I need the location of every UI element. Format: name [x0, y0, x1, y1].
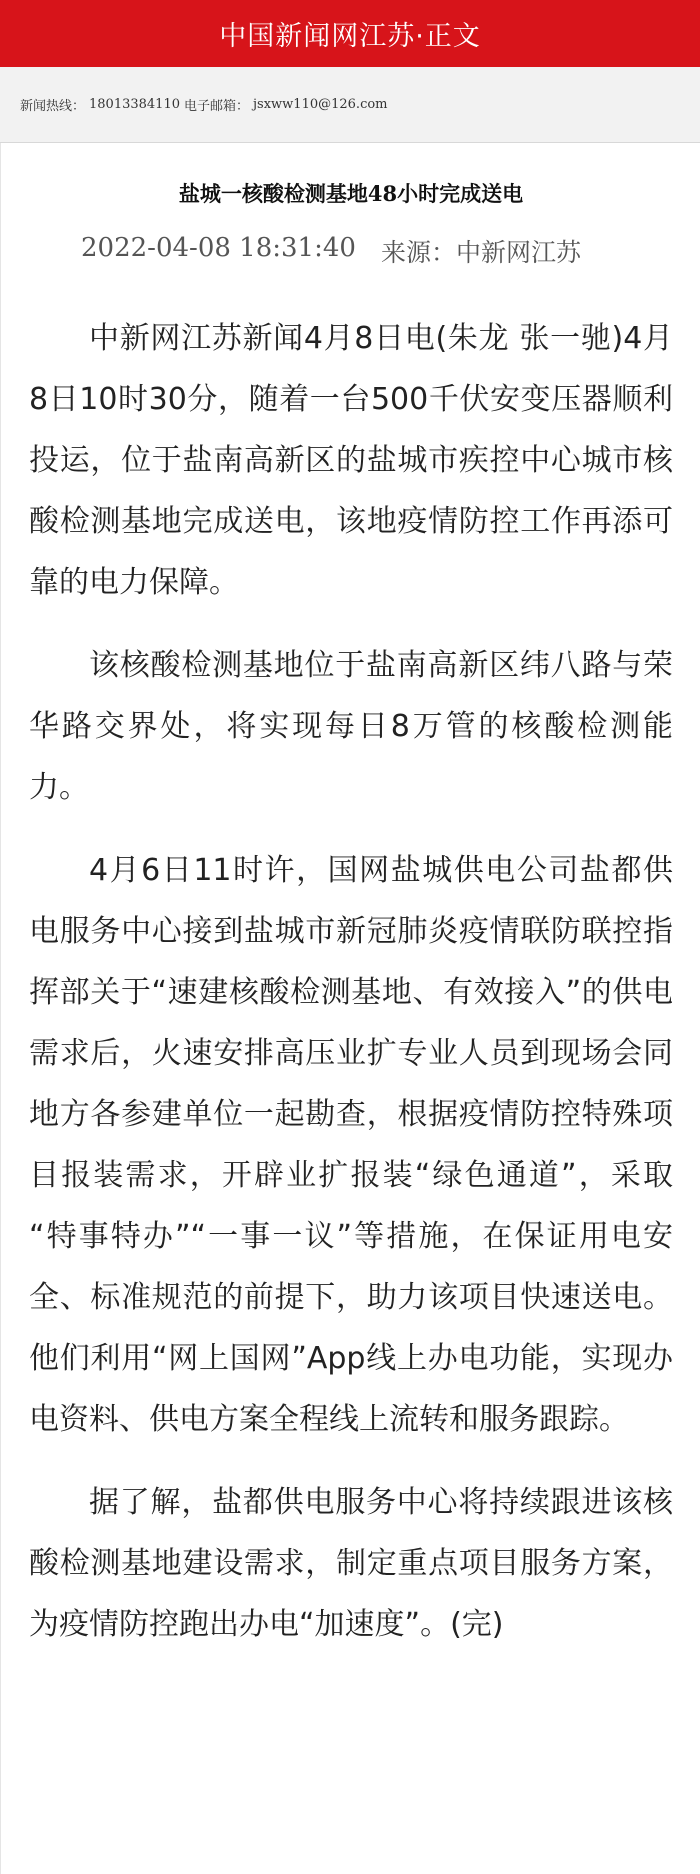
site-header	[0, 0, 700, 67]
article-body	[29, 308, 673, 1677]
article-paragraph: 4月6日11时许，国网盐城供电公司盐都供电服务中心接到盐城市新冠肺炎疫情联防联控指挥部关于“速建核酸检测基地、有效接入”的供电需求后，火速安排高压业扩专业人员到现场会同地方各参建单位一起勘查，根据疫情防控特殊项目报装需求，开辟业扩报装“绿色通道”，采取 “特事特办”“一事一议”等措施，在保证用电安全、标准规范的前提下，助力该项目快速送电。他们利用“网上国网”App线上办电功能，实现办电资料、供电方案全程线上流转和服务跟踪。	[29, 853, 673, 1437]
site-title: 中国新闻网江苏·正文	[219, 21, 481, 52]
hotline-label: 新闻热线：	[20, 99, 86, 114]
hotline-bar	[0, 67, 700, 143]
article-paragraph: 据了解，盐都供电服务中心将持续跟进该核酸检测基地建设需求，制定重点项目服务方案，为疫情防控跑出办电“加速度”。(完)	[29, 1485, 673, 1642]
article	[0, 143, 700, 1874]
article-source: 来源：中新网江苏	[381, 238, 582, 267]
hotline-number[interactable]: 18013384110	[89, 97, 180, 112]
article-paragraph: 中新网江苏新闻4月8日电(朱龙 张一驰)4月8日10时30分，随着一台500千伏安变压器顺利投运，位于盐南高新区的盐城市疾控中心城市核酸检测基地完成送电，该地疫情防控工作再添可靠的电力保障。	[29, 321, 673, 600]
email-label: 电子邮箱：	[184, 99, 250, 114]
article-paragraph: 该核酸检测基地位于盐南高新区纬八路与荣华路交界处，将实现每日8万管的核酸检测能力。	[29, 648, 673, 805]
article-title: 盐城一核酸检测基地48小时完成送电	[178, 181, 524, 206]
email-address[interactable]: jsxww110@126.com	[253, 97, 388, 112]
article-datetime: 2022-04-08 18:31:40	[81, 233, 356, 263]
